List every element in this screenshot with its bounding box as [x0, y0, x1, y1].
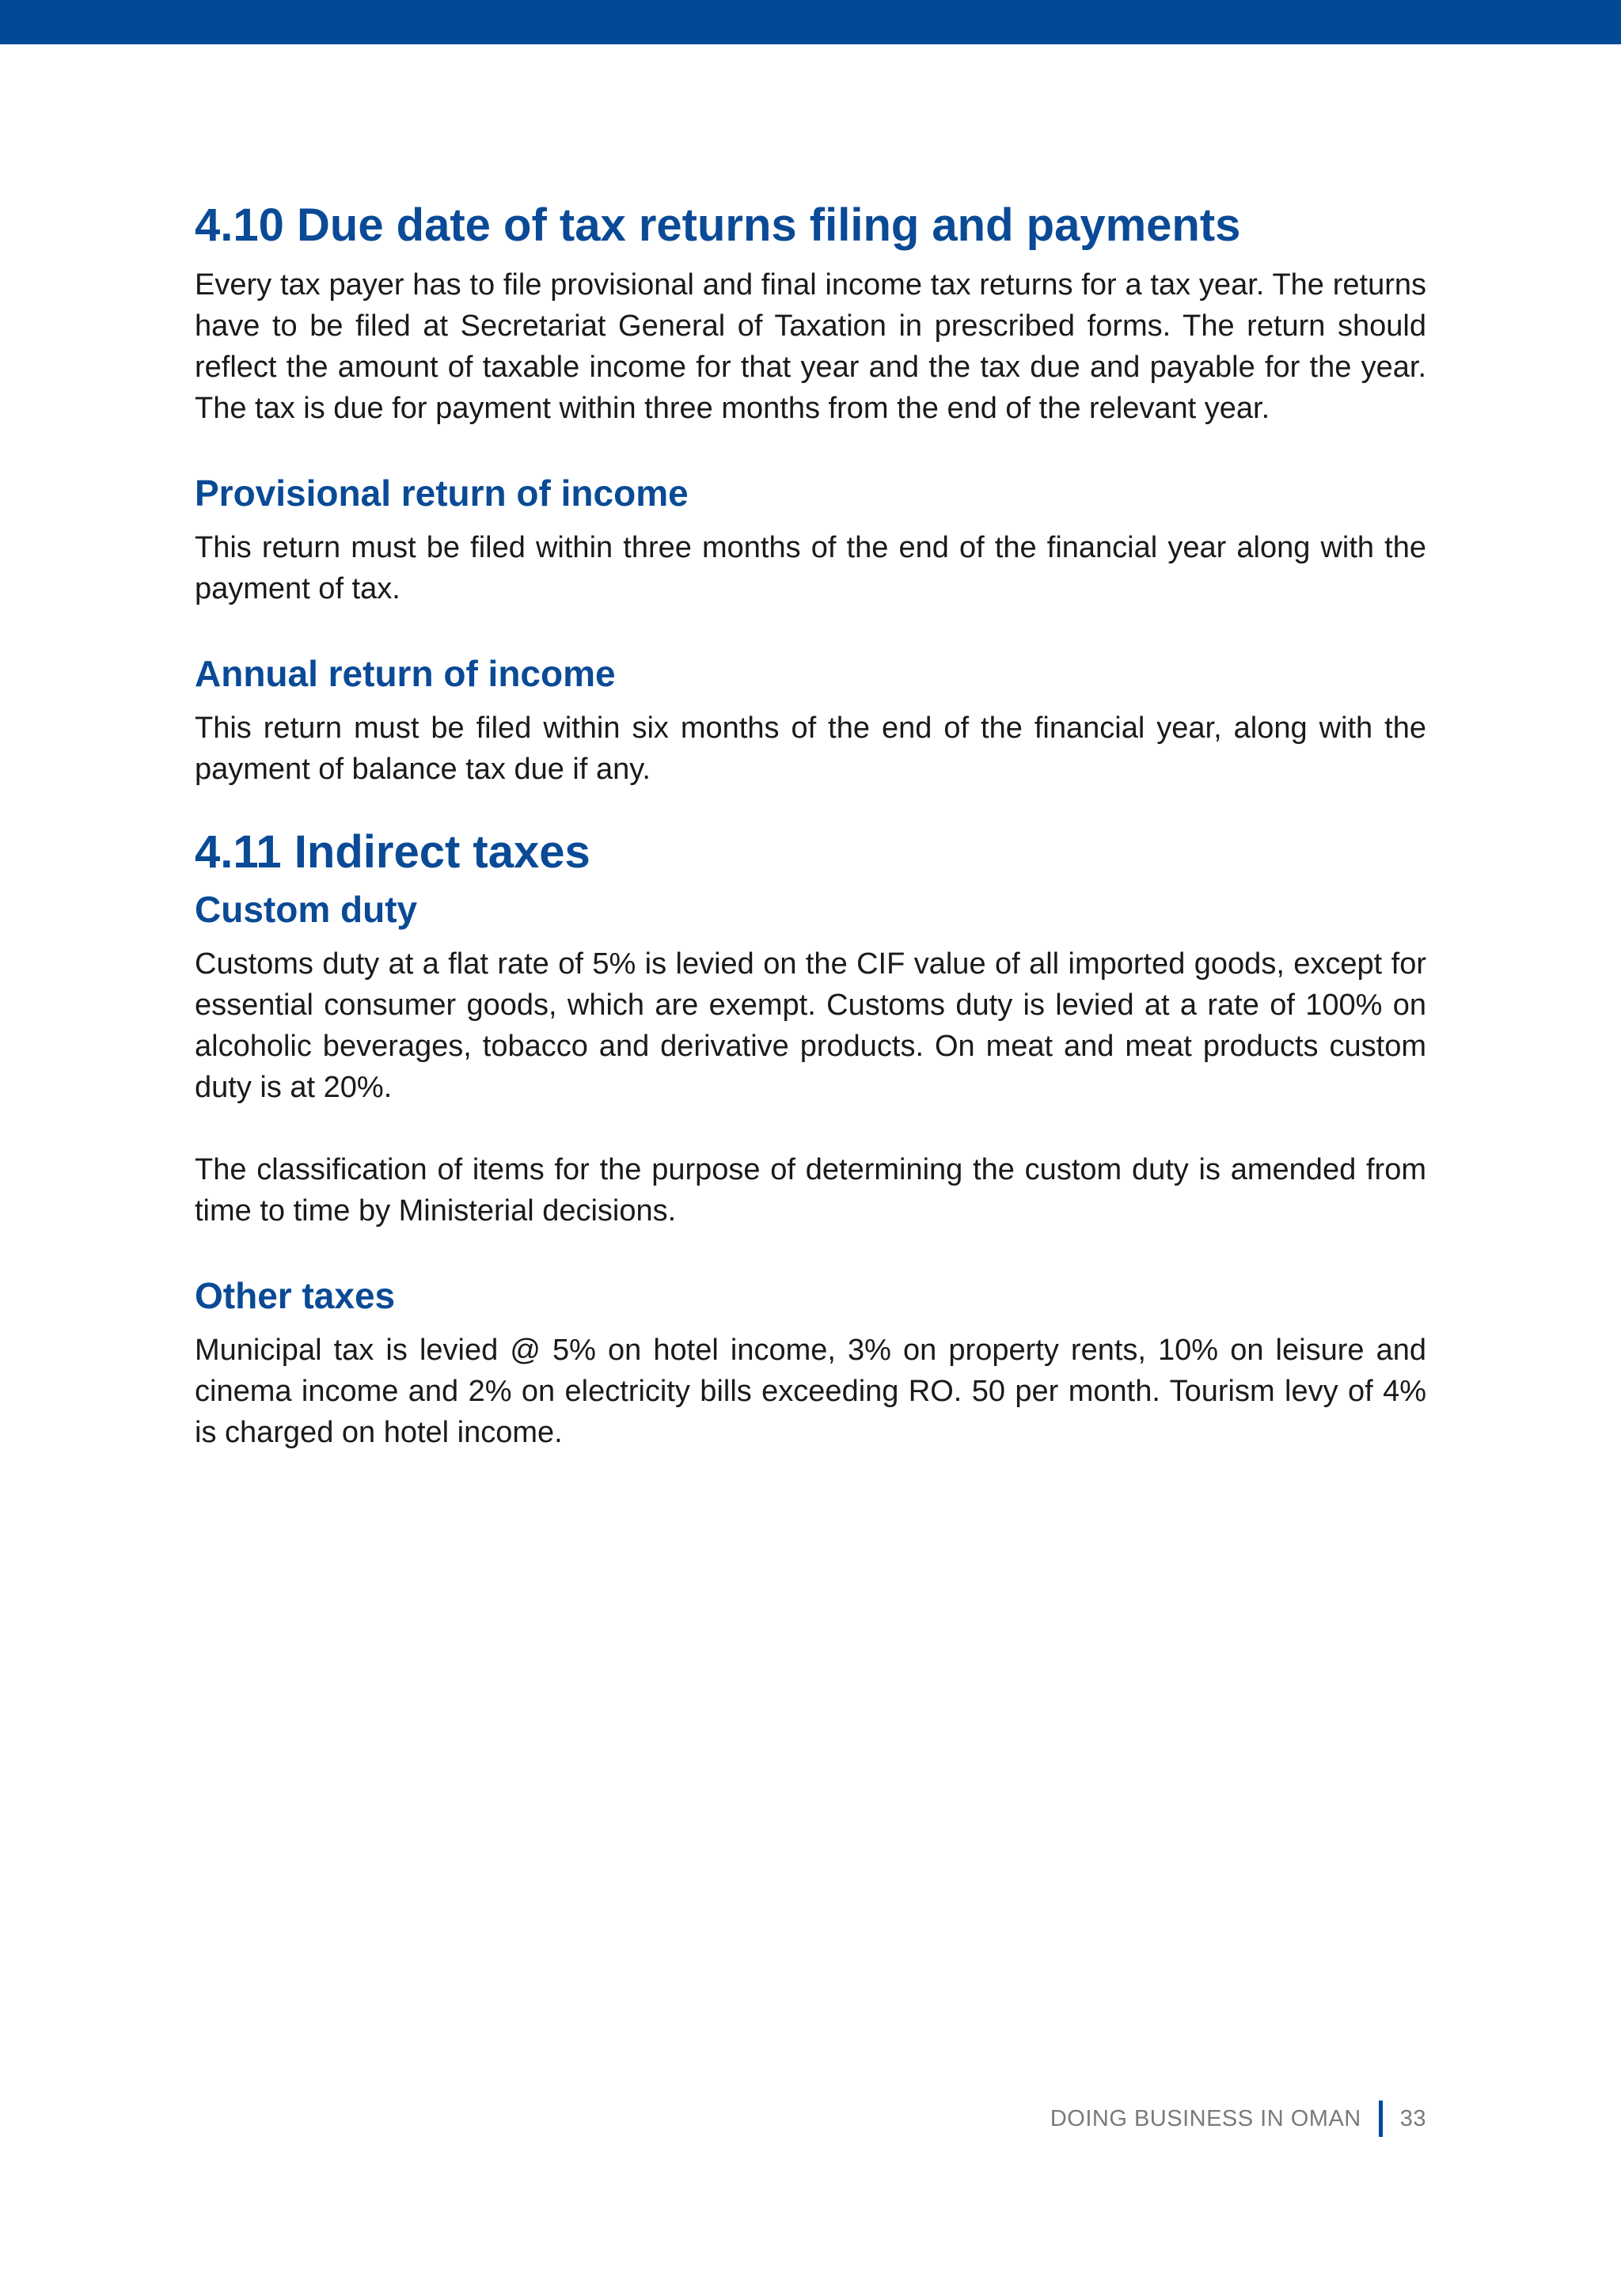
- custom-duty-classification-text: The classification of items for the purpose of determining the custom duty is amended from time to time by Ministerial decisions.: [195, 1153, 1426, 1228]
- section-title-4-10: 4.10 Due date of tax returns filing and payments: [195, 199, 1241, 251]
- footer-divider: [1379, 2101, 1383, 2137]
- provisional-return-heading: Provisional return of income: [195, 472, 689, 514]
- page-footer: [1050, 2101, 1426, 2137]
- annual-return-text: This return must be filed within six months of the end of the financial year, along with the payment of balance tax due if any.: [195, 712, 1426, 786]
- header-color-bar: [0, 0, 1621, 44]
- other-taxes-text: Municipal tax is levied @ 5% on hotel income, 3% on property rents, 10% on leisure and cinema income and 2% on electricity bills exceeding RO. 50 per month. Tourism levy of 4% is charged on hotel income.: [195, 1334, 1426, 1449]
- custom-duty-heading: Custom duty: [195, 889, 418, 930]
- page-number: 33: [1399, 2105, 1426, 2131]
- other-taxes-heading: Other taxes: [195, 1275, 396, 1316]
- provisional-return-text: This return must be filed within three months of the end of the financial year along with the payment of tax.: [195, 531, 1426, 605]
- section-title-4-11: 4.11 Indirect taxes: [195, 826, 590, 878]
- annual-return-heading: Annual return of income: [195, 653, 616, 694]
- section-4-10-intro: Every tax payer has to file provisional and final income tax returns for a tax year. The returns have to be filed at Secretariat General of Taxation in prescribed forms. The return should reflect the amount of taxable income for that year and the tax due and payable for the year. The tax is due for payment within three months from the end of the relevant year.: [195, 268, 1426, 425]
- publication-title: DOING BUSINESS IN OMAN: [1050, 2105, 1361, 2131]
- page-content: [195, 198, 1426, 1453]
- custom-duty-text: Customs duty at a flat rate of 5% is levied on the CIF value of all imported goods, except for essential consumer goods, which are exempt. Customs duty is levied at a rate of 100% on alcoholic beverages, tobacco and derivative products. On meat and meat products custom duty is at 20%.: [195, 947, 1426, 1104]
